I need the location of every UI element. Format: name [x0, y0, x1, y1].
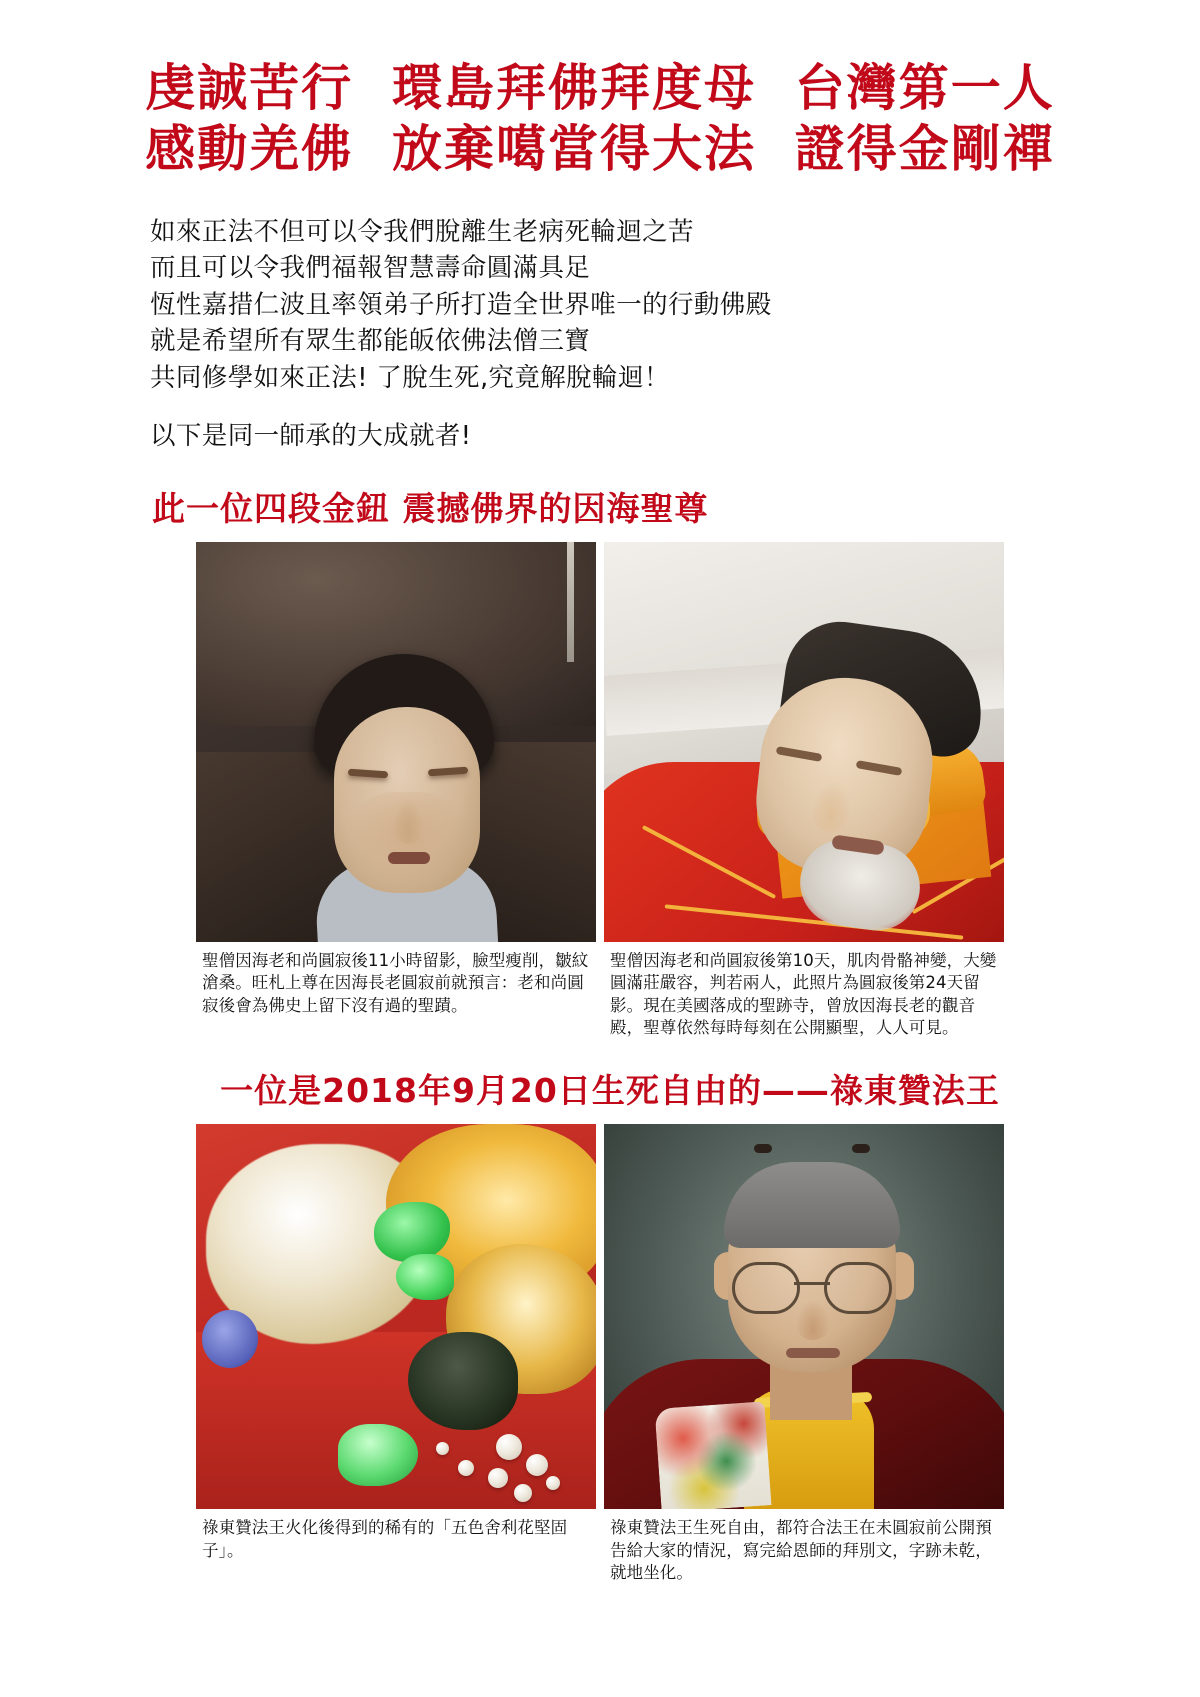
- photo-col-3: [196, 1124, 596, 1584]
- intro-line-2: 而且可以令我們福報智慧壽命圓滿具足: [150, 253, 591, 284]
- photo3-dark-relic: [408, 1332, 518, 1430]
- intro-line-1: 如來正法不但可以令我們脫離生老病死輪迴之苦: [150, 217, 694, 247]
- photo-caption: 聖僧因海老和尚圓寂後第10天，肌肉骨骼神變，大變圓滿莊嚴容，判若兩人，此照片為圓寂後第24天留影。現在美國落成的聖跡寺，曾放因海長老的觀音殿，聖尊依然每時每刻在公開顯聖，人人可見。: [610, 950, 997, 1038]
- photo-caption: 祿東贊法王生死自由，都符合法王在未圓寂前公開預告給大家的情況，寫完給恩師的拜別文，字跡未乾，就地坐化。: [610, 1518, 992, 1583]
- monk-dark-robe-photo: [196, 542, 596, 942]
- relic-crystals-photo: [196, 1124, 596, 1509]
- photo4-mouth: [786, 1348, 840, 1358]
- intro-block: [150, 214, 1050, 455]
- photo4-left-lens: [732, 1262, 800, 1314]
- iv-pole-shape: [567, 542, 574, 662]
- photo-col-1: [196, 542, 596, 1040]
- photo4-left-eye: [754, 1144, 772, 1153]
- poster-headline: [0, 0, 1200, 180]
- intro-line-5: 共同修學如來正法! 了脫生死‚究竟解脫輪迴！: [150, 362, 670, 393]
- photo1-mouth: [388, 852, 430, 864]
- photo4-right-eye: [852, 1144, 870, 1153]
- photo-caption: 聖僧因海老和尚圓寂後11小時留影，臉型瘦削，皺紋滄桑。旺札上尊在因海長老圓寂前就預言：老和尚圓寂後會為佛史上留下沒有過的聖蹟。: [202, 950, 589, 1015]
- photo4-right-lens: [824, 1262, 892, 1314]
- photo4-nose: [796, 1300, 830, 1340]
- headline-line-1: 虔誠苦行 環島拜佛拜度母 台灣第一人: [145, 59, 1055, 117]
- photo-row-1: [0, 542, 1200, 1040]
- photo-col-2: [604, 542, 1004, 1040]
- photo4-hair-shape: [724, 1162, 900, 1248]
- photo3-green-relic-2: [396, 1254, 454, 1300]
- photo1-nose: [394, 800, 422, 844]
- photo-col-4: [604, 1124, 1004, 1584]
- photo4-floral-cloth: [655, 1402, 772, 1510]
- intro-spacer: [150, 396, 1050, 418]
- photo4-glasses-bridge: [794, 1282, 830, 1285]
- photo-row-2: [0, 1124, 1200, 1584]
- intro-line-3: 恆性嘉措仁波且率領弟子所打造全世界唯一的行動佛殿: [150, 289, 772, 320]
- photo-caption: 祿東贊法王火化後得到的稀有的「五色舍利花堅固子」。: [202, 1518, 568, 1560]
- headline-line-2: 感動羌佛 放棄噶當得大法 證得金剛禪: [145, 120, 1055, 178]
- intro-line-4: 就是希望所有眾生都能皈依佛法僧三寶: [150, 326, 591, 357]
- section-title-1: 此一位四段金鈕 震撼佛界的因海聖尊: [152, 488, 709, 528]
- intro-closing-line: 以下是同一師承的大成就者!: [150, 421, 472, 452]
- section-title-2: 一位是2018年9月20日生死自由的——祿東贊法王: [220, 1071, 1000, 1111]
- lu-dongzan-portrait-photo: [604, 1124, 1004, 1509]
- monk-red-robe-photo: [604, 542, 1004, 942]
